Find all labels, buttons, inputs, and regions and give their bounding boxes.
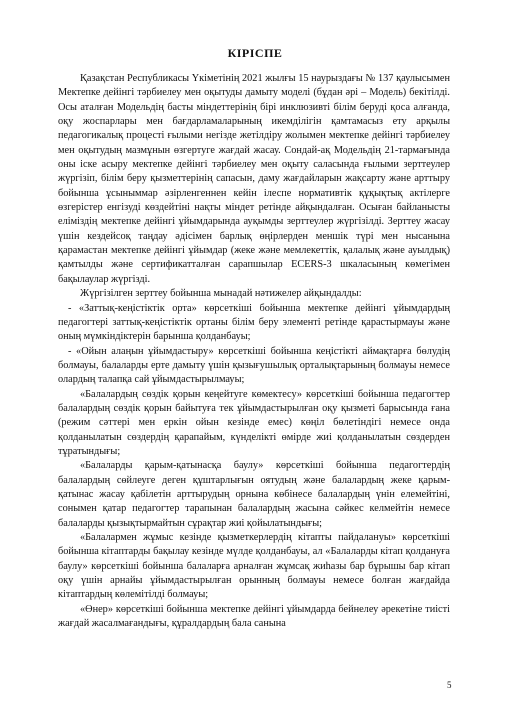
list-item: - «Заттық-кеңістіктік орта» көрсеткіші бойынша мектепке дейінгі ұйымдардың педагогтері заттық-кеңістіктік ортаны білім беру элементі ретінде қарастырмауы және оның мүмкіндіктерін барынша қолданбауы; [58, 302, 450, 343]
body-text [58, 72, 450, 631]
paragraph: «Балалардың сөздік қорын кеңейтуге көмектесу» көрсеткіші бойынша педагогтер балалардың сөздік қорын байытуға тек ұйымдастырылған оқу қызметі барысында ғана (режим сәттері мен еркін ойын кезінде емес) көңіл бөлетіндігі немесе онда қолданылатын сөздердің қарапайым, күнделікті өмірде жиі қолданылатын сөздерден тұратындығы; [58, 388, 450, 457]
paragraph: Қазақстан Республикасы Үкіметінің 2021 жылғы 15 наурыздағы № 137 қаулысымен Мектепке дейінгі тәрбиелеу мен оқытуды дамыту моделі (бұдан әрі – Модель) бекітілді. Осы аталған Модельдің басты міндеттерінің бірі инклюзивті білім беруді қоса алғанда, оқу жоспарлары мен бағдарламаларының икемділігін қамтамасыз ету арқылы педагогикалық процесті ғылыми негізде жетілдіру жолымен мектепке дейінгі тәрбиелеу мен оқытудың мазмұнын өзгертуге жағдай жасау. Сондай-ақ Модельдің 21-тармағында оны іске асыру мектепке дейінгі тәрбиелеу мен оқыту саласында ғылыми зерттеулер жүргізіп, білім беру қызметтерінің сапасын, даму жағдайларын жақсарту және арттыру бойынша ұсыныммар әзірленгеннен кейін ілеспе нормативтік құқықтық актілерге өзгерістер енгізуді көздейтіні нақты міндет ретінде айқындалған. Осыған байланысты еліміздің мектепке дейінгі ұйымдарында ауқымды зерттеулер жүргізілді. Зерттеу жасау үшін кездейсоқ таңдау әдісімен барлық өңірлерден меншік түрі мен нысанына қарамастан мектепке дейінгі ұйымдар (жеке және мемлекеттік, қалалық және ауылдық) қамтылды және сертификатталған сарапшылар ECERS-3 шкаласының көмегімен бақылаулар жүргізді. [58, 73, 450, 285]
page-title: КІРІСПЕ [227, 46, 283, 60]
page-number: 5 [447, 680, 452, 690]
paragraph: «Балаларды қарым-қатынасқа баулу» көрсеткіші бойынша педагогтердің балалардың сөйлеуге деген құштарлығын оятудың және балалардың жеке қарым-қатынас жасау қабілетін арттырудың орнына көбінесе балалардың үнін елемейтіні, сонымен қатар педагогтер тарапынан балалардың жасына сәйкес келмейтін немесе балаларды қызықтырмайтын сұрақтар жиі қойылатындығы; [58, 460, 450, 529]
paragraph: Жүргізілген зерттеу бойынша мынадай нәтижелер айқындалды: [80, 288, 362, 300]
list-item: - «Ойын алаңын ұйымдастыру» көрсеткіші бойынша кеңістікті аймақтарға бөлудің болмауы, балаларды ерте дамыту үшін қызығушылық орталықтарының болмауы немесе олардың талапқа сай ұйымдастырылмауы; [58, 345, 450, 386]
paragraph: «Балалармен жұмыс кезінде қызметкерлердің кітапты пайдалануы» көрсеткіші бойынша кітаптарды бақылау кезінде мүлде қолданбауы, ал «Балаларды кітап қолдануға баулу» көрсеткіші бойынша балаларға арналған жұмсақ жиһазы бар бұрышы бар кітап оқу үшін арнайы ұйымдастырылған орынның болмауы немесе болған жағдайда кітаптардың көлемітілді болмауы; [58, 532, 450, 601]
paragraph: «Өнер» көрсеткіші бойынша мектепке дейінгі ұйымдарда бейнелеу әрекетіне тиісті жағдай жасалмағандығы, құралдардың бала санына [58, 603, 450, 630]
